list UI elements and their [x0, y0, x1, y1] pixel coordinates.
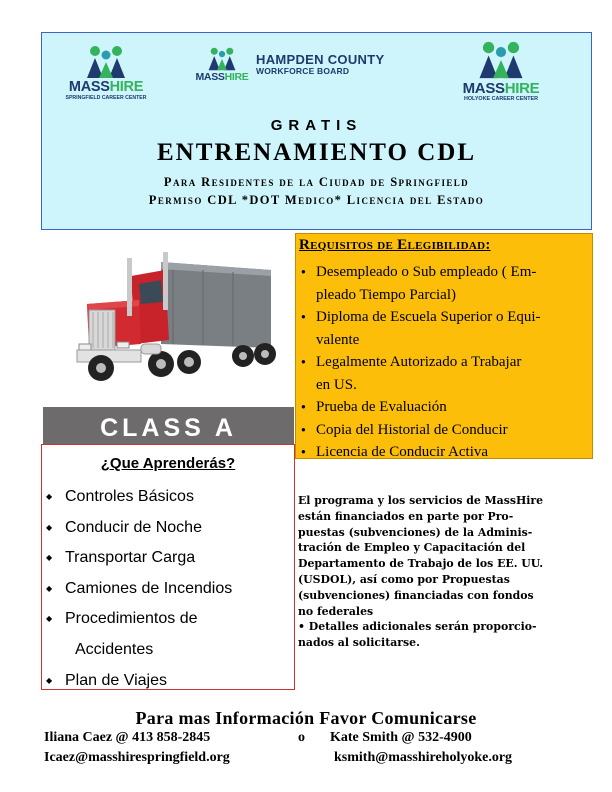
brand-mass-text: MASS [462, 80, 505, 97]
contact-email1[interactable]: Icaez@masshirespringfield.org [44, 750, 230, 765]
diamond-bullet-icon: ◆ [46, 675, 53, 685]
masshire-springfield-logo [52, 45, 160, 101]
learn-item-text: Conducir de Noche [65, 518, 202, 536]
req-item-text: pleado Tiempo Parcial) [316, 286, 456, 303]
diamond-bullet-icon: ◆ [46, 553, 53, 563]
bullet-icon: ● [301, 402, 306, 411]
brand-mass-text: MASS [195, 71, 225, 83]
requirements-heading: Requisitos de Elegibilidad: [299, 237, 491, 253]
list-item [42, 543, 294, 574]
list-item [42, 604, 294, 635]
learn-list [42, 482, 294, 696]
hampden-title-line2: WORKFORCE BOARD [256, 66, 350, 76]
hampden-title-line1: HAMPDEN COUNTY [256, 52, 385, 67]
contact-email2[interactable]: ksmith@masshireholyoke.org [334, 750, 513, 765]
req-item-text: Prueba de Evaluación [316, 399, 447, 415]
list-item [296, 284, 592, 307]
masshire-hampden-logo [192, 47, 252, 83]
requirements-box [295, 233, 593, 459]
bullet-icon: ● [301, 357, 306, 366]
logo-subtitle: SPRINGFIELD CAREER CENTER [65, 94, 147, 101]
brand-mass-text: MASS [68, 79, 110, 95]
gratis-label: GRATIS [270, 117, 363, 134]
funding-line: tración de Empleo y Capacitación del [298, 541, 526, 555]
class-a-banner: CLASS A [43, 407, 294, 444]
bullet-icon: ● [301, 267, 306, 276]
contact-separator: o [298, 730, 305, 745]
funding-line: El programa y los servicios de MassHire [298, 494, 544, 507]
funding-notice [298, 493, 596, 651]
bullet-icon: ● [301, 447, 306, 456]
funding-line: puestas (subvenciones) de la Adminis- [298, 525, 533, 539]
contact-person1: Iliana Caez @ 413 858-2845 [44, 730, 211, 745]
req-item-text: valente [316, 331, 360, 348]
list-item [42, 635, 294, 666]
req-item-text: Legalmente Autorizado a Trabajar [316, 354, 522, 370]
brand-hire-text: HIRE [109, 79, 144, 95]
truck-image [43, 240, 294, 407]
req-item-text: en US. [316, 376, 357, 393]
brand-hire-text: HIRE [224, 71, 249, 83]
requirements-list [296, 261, 592, 464]
learn-item-text: Controles Básicos [65, 488, 194, 505]
list-item [42, 513, 294, 544]
page-title: ENTRENAMIENTO CDL [157, 139, 476, 166]
list-item [296, 351, 592, 374]
list-item [42, 574, 294, 605]
req-item-text: Diploma de Escuela Superior o Equi- [316, 309, 541, 325]
learn-heading: ¿Que Aprenderás? [100, 455, 236, 472]
learn-item-text: Camiones de Incendios [65, 579, 233, 597]
funding-line: (subvenciones) financiadas con fondos [298, 588, 534, 602]
contact-person2: Kate Smith @ 532-4900 [330, 730, 472, 745]
diamond-bullet-icon: ◆ [46, 583, 53, 593]
list-item [296, 441, 592, 464]
learn-item-text: Transportar Carga [65, 549, 196, 567]
funding-line: no federales [298, 604, 374, 618]
diamond-bullet-icon: ◆ [46, 522, 53, 532]
learn-item-text: Procedimientos de [65, 610, 198, 628]
funding-line: están financiados en parte por Pro- [298, 509, 514, 523]
brand-hire-text: HIRE [504, 80, 540, 97]
req-item-text: Desempleado o Sub empleado ( Em- [316, 264, 537, 280]
learn-box [41, 444, 295, 690]
contact-heading: Para mas Información Favor Comunicarse [135, 708, 477, 728]
logo-subtitle: HOLYOKE CAREER CENTER [463, 96, 539, 102]
subtitle-residents: Para Residentes de la Ciudad de Springfield [163, 175, 470, 189]
diamond-bullet-icon: ◆ [46, 492, 53, 501]
learn-item-text: Plan de Viajes [65, 671, 167, 689]
funding-line: • Detalles adicionales serán proporcio- [298, 620, 537, 634]
hampden-county-title [256, 53, 384, 76]
masshire-people-icon [475, 40, 527, 80]
masshire-holyoke-logo [451, 40, 551, 102]
diamond-bullet-icon: ◆ [46, 614, 53, 624]
funding-line: Departamento de Trabajo de los EE. UU. [298, 557, 544, 571]
list-item [296, 396, 592, 419]
list-item [296, 306, 592, 329]
funding-line: nados al solicitarse. [298, 636, 420, 650]
masshire-people-icon [205, 47, 239, 71]
list-item [42, 482, 294, 513]
req-item-text: Copia del Historial de Conducir [316, 421, 508, 438]
bullet-icon: ● [301, 312, 306, 321]
list-item [296, 261, 592, 284]
bullet-icon: ● [301, 424, 306, 434]
learn-item-text: Accidentes [75, 640, 154, 658]
semi-truck-icon [43, 240, 294, 407]
masshire-people-icon [83, 45, 129, 79]
list-item [42, 666, 294, 697]
header-banner [41, 32, 592, 230]
list-item [296, 329, 592, 352]
req-item-text: Licencia de Conducir Activa [316, 444, 489, 460]
list-item [296, 419, 592, 442]
funding-line: (USDOL), así como por Propuestas [298, 572, 510, 586]
list-item [296, 374, 592, 397]
subtitle-permits: Permiso CDL *DOT Medico* Licencia del Estado [148, 193, 485, 207]
